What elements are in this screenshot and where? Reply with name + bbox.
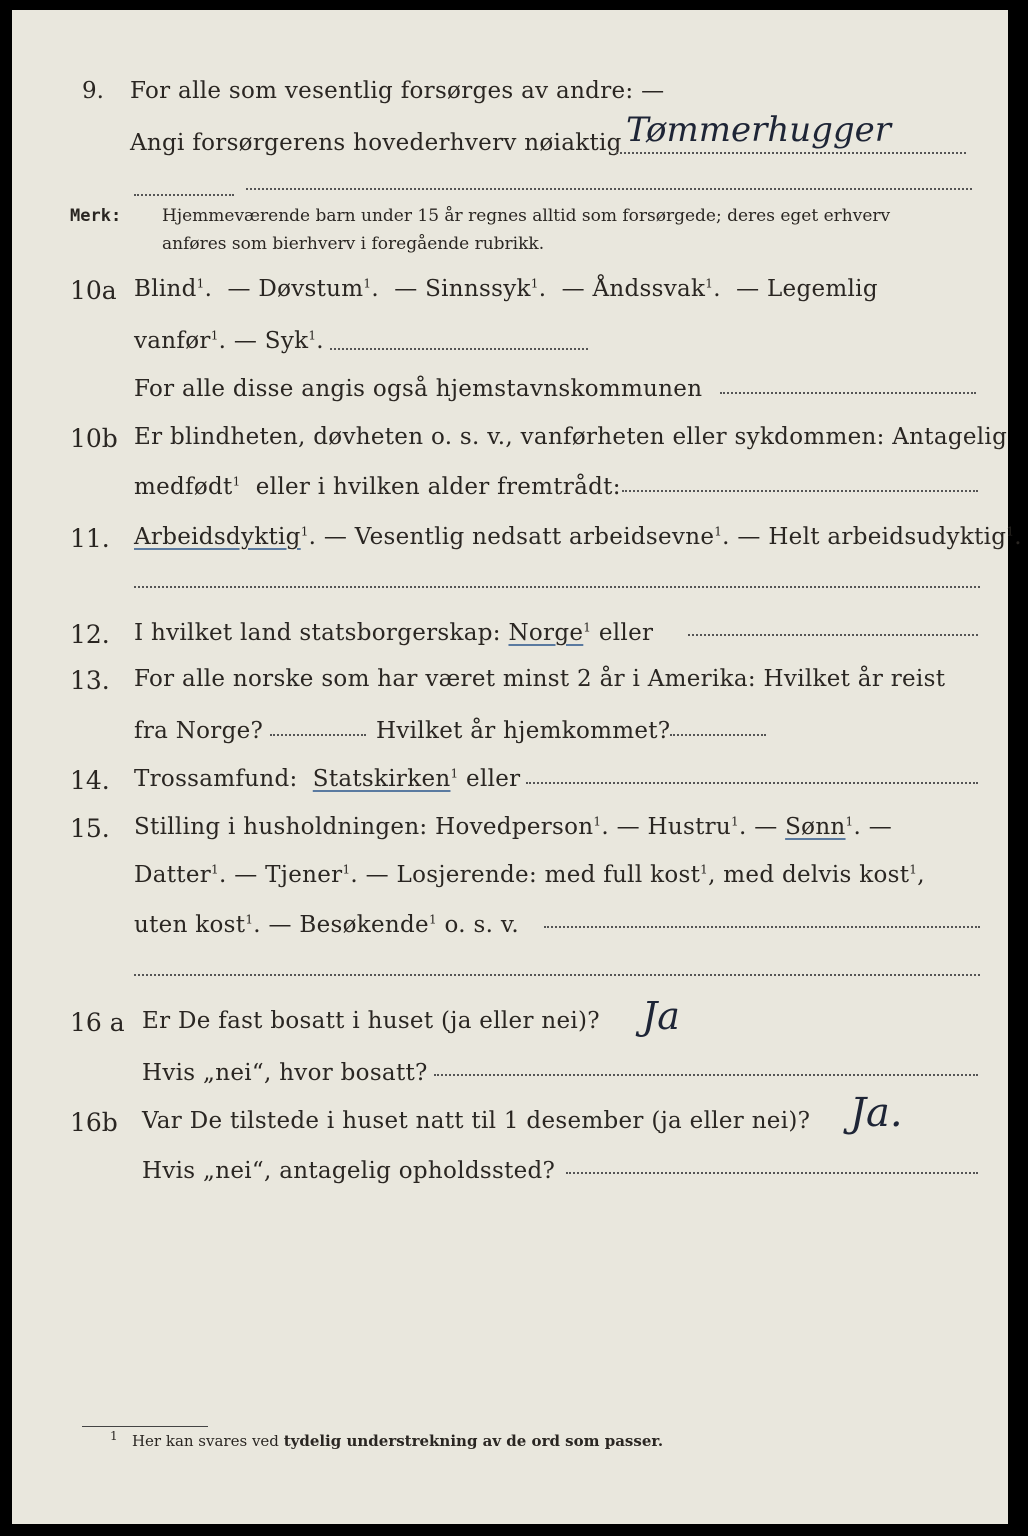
footnote: $^1$ Her kan svares ved tydelig understrekning av de ord som passer.: [110, 1429, 664, 1450]
q16a-line1: Er De fast bosatt i huset (ja eller nei)?: [142, 1008, 600, 1034]
merk-label: Merk:: [70, 206, 122, 226]
q11-number: 11.: [70, 524, 110, 553]
q13-reist-line: [270, 734, 366, 736]
q10a-line1: Blind$^1$. — Døvstum$^1$. — Sinnssyk$^1$. — Åndssvak$^1$. — Legemlig: [134, 276, 878, 302]
q16b-handwritten-answer: Ja.: [850, 1090, 903, 1136]
q16b-line1: Var De tilstede i huset natt til 1 desember (ja eller nei)?: [142, 1108, 811, 1134]
q15-number: 15.: [70, 814, 110, 843]
q9-extra-line-b: [246, 188, 972, 190]
q14-number: 14.: [70, 766, 110, 795]
q10b-number: 10b: [70, 424, 118, 453]
q9-answer-line: [616, 152, 966, 154]
census-form-page: [12, 10, 1022, 1524]
merk-line1: Hjemmeværende barn under 15 år regnes alltid som forsørgede; deres eget erhverv: [162, 206, 891, 226]
q10a-syk-line: [330, 348, 588, 350]
q12-line: I hvilket land statsborgerskap: Norge$^1$ eller: [134, 620, 654, 646]
merk-line2: anføres som bierhverv i foregående rubrikk.: [162, 234, 545, 254]
q10b-alder-line: [622, 490, 978, 492]
q11-extra-line: [134, 586, 980, 588]
q16a-number: 16 a: [70, 1008, 125, 1037]
q10b-line1: Er blindheten, døvheten o. s. v., vanførheten eller sykdommen: Antagelig: [134, 424, 1008, 450]
q9-handwritten-answer: Tømmerhugger: [626, 110, 892, 150]
q16b-number: 16b: [70, 1108, 118, 1137]
q13-hjemkommet-line: [670, 734, 766, 736]
q10a-hjemstavn-line: [720, 392, 976, 394]
q15-extra-line: [134, 974, 980, 976]
q15-stilling-line: [544, 926, 980, 928]
q9-line2: Angi forsørgerens hovederhverv nøiaktig: [130, 130, 622, 156]
q16a-handwritten-answer: Ja: [642, 994, 680, 1038]
q12-land-line: [688, 634, 978, 636]
q11-line: Arbeidsdyktig$^1$. — Vesentlig nedsatt arbeidsevne$^1$. — Helt arbeidsudyktig$^1$.: [134, 524, 1022, 550]
q15-line2: Datter$^1$. — Tjener$^1$. — Losjerende: med full kost$^1$, med delvis kost$^1$,: [134, 862, 925, 888]
q10a-line2: vanfør$^1$. — Syk$^1$.: [134, 328, 324, 354]
q13-line2-a: fra Norge?: [134, 718, 264, 744]
q9-extra-line-a: [134, 194, 234, 196]
q16b-opholdssted-line: [566, 1172, 978, 1174]
q15-line1: Stilling i husholdningen: Hovedperson$^1$. — Hustru$^1$. — Sønn$^1$. —: [134, 814, 893, 840]
q13-line2-b: Hvilket år hjemkommet?: [376, 718, 671, 744]
q10b-line2: medfødt$^1$ eller i hvilken alder fremtrådt:: [134, 474, 621, 500]
q9-line1: For alle som vesentlig forsørges av andre: —: [130, 78, 665, 104]
q14-line: Trossamfund: Statskirken$^1$ eller: [134, 766, 521, 792]
q16a-line2: Hvis „nei“, hvor bosatt?: [142, 1060, 428, 1086]
q13-line1: For alle norske som har været minst 2 år i Amerika: Hvilket år reist: [134, 666, 946, 692]
q10a-line3: For alle disse angis også hjemstavnskommunen: [134, 376, 703, 402]
q13-number: 13.: [70, 666, 110, 695]
q16b-line2: Hvis „nei“, antagelig opholdssted?: [142, 1158, 556, 1184]
q14-trossamfund-line: [526, 782, 978, 784]
q12-number: 12.: [70, 620, 110, 649]
q10a-number: 10a: [70, 276, 117, 305]
footnote-rule: [82, 1426, 208, 1427]
q9-number: 9.: [82, 78, 104, 104]
q16a-bosatt-line: [434, 1074, 978, 1076]
q15-line3: uten kost$^1$. — Besøkende$^1$ o. s. v.: [134, 912, 520, 938]
